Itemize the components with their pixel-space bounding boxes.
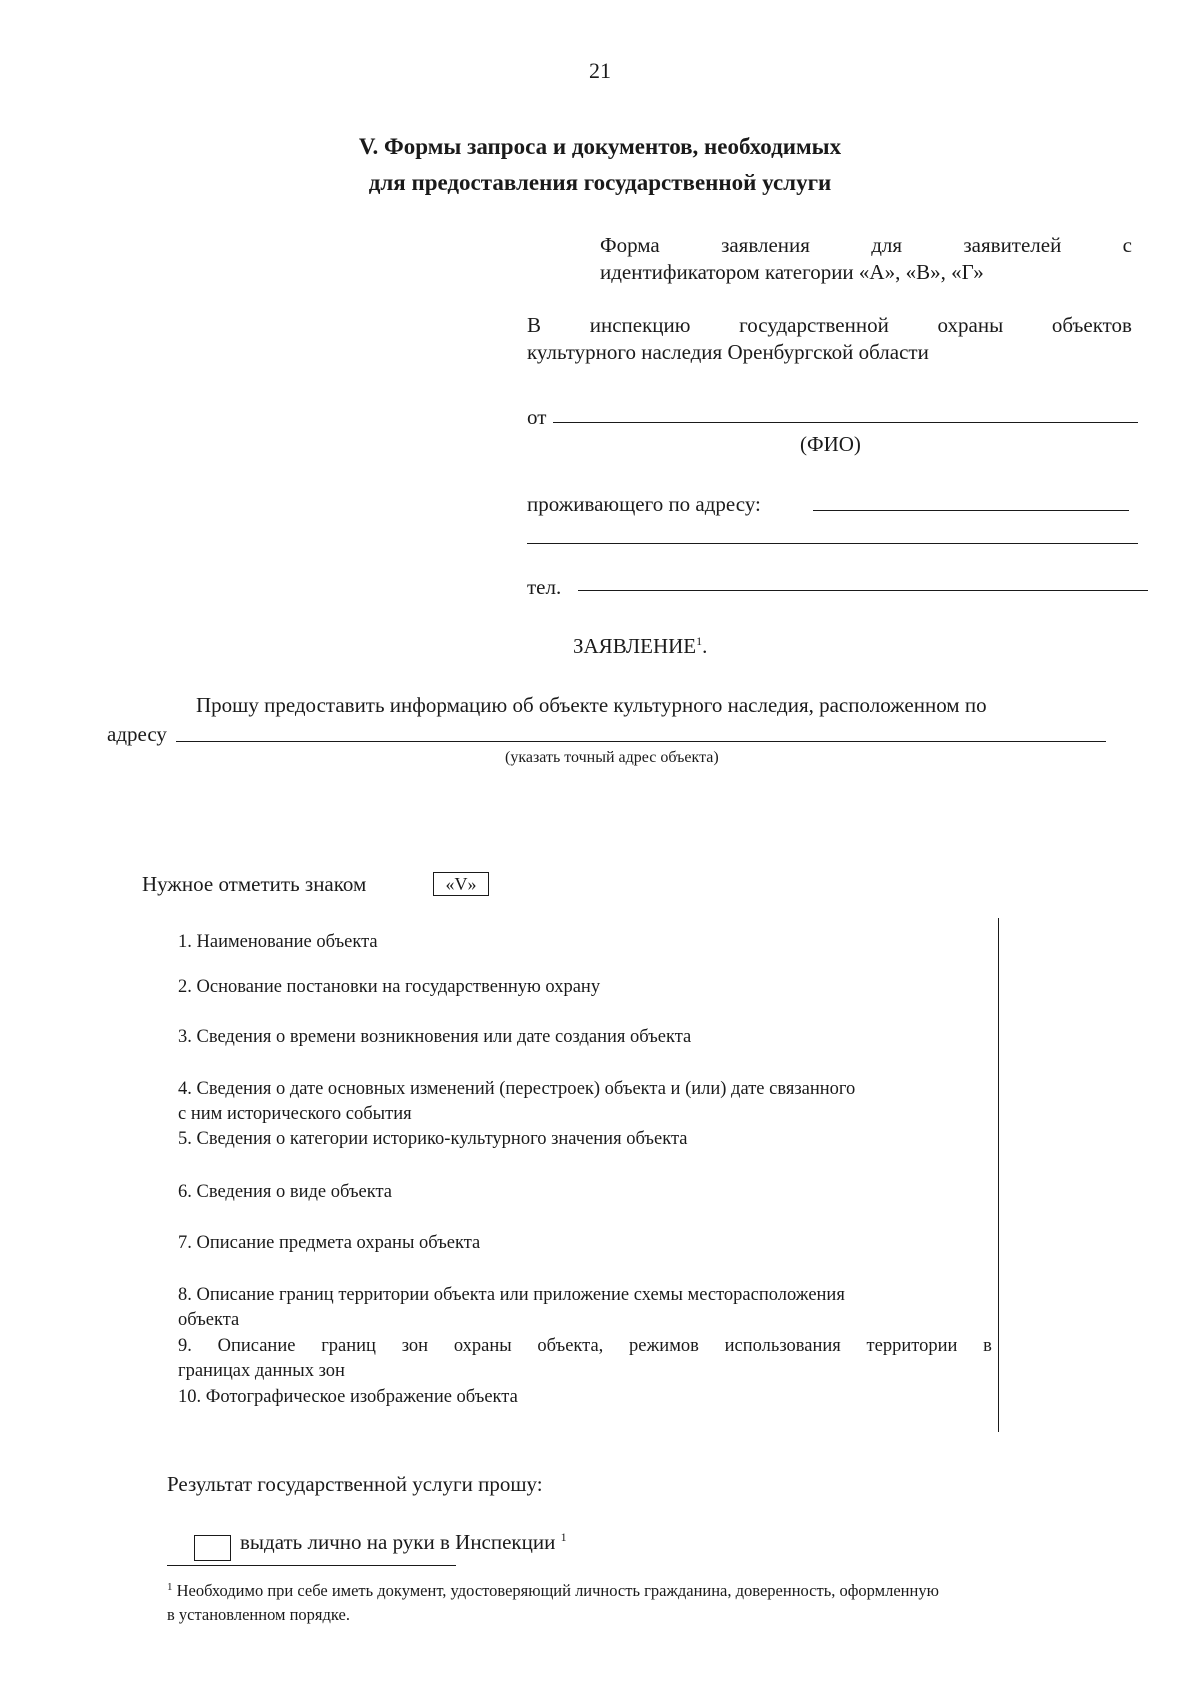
from-label: от [527,405,547,429]
addressee [527,313,1132,366]
list-right-border [998,918,999,1432]
list-item-line: 4. Сведения о дате основных изменений (перестроек) объекта и (или) дате связанного [178,1079,856,1099]
address-field-line-2[interactable] [527,543,1138,544]
list-item-word: режимов [629,1336,699,1356]
list-item-word: границ [321,1336,376,1356]
collect-in-person-label: выдать лично на руки в Инспекции [240,1530,556,1554]
v-mark-sample: «V» [445,874,477,894]
statement-title-text: ЗАЯВЛЕНИЕ [573,634,697,658]
list-item-word: территории [866,1336,958,1356]
collect-in-person-checkbox[interactable] [194,1535,231,1561]
form-caption-word: с [1122,233,1132,257]
object-address-field-line[interactable] [176,741,1106,742]
page-number: 21 [589,58,611,83]
footnote-separator [167,1565,456,1566]
address-label: проживающего по адресу: [527,492,761,516]
list-item[interactable]: 5. Сведения о категории историко-культурного значения объекта [178,1129,688,1149]
form-caption-word: для [871,233,903,257]
v-mark-sample-box [433,872,489,896]
form-caption-word: заявителей [963,233,1062,257]
request-text: Прошу предоставить информацию об объекте культурного наследия, расположенном по [196,693,987,717]
phone-field-line[interactable] [578,590,1148,591]
addressee-line-1 [527,313,1132,338]
footnote-line-2: в установленном порядке. [167,1605,350,1624]
list-item-line: 8. Описание границ территории объекта или приложение схемы месторасположения [178,1285,845,1305]
request-address-label: адресу [107,722,167,746]
section-title-line-1: V. Формы запроса и документов, необходимых [358,134,842,159]
form-caption-word: заявления [721,233,810,257]
object-address-caption: (указать точный адрес объекта) [505,749,719,766]
addressee-word: государственной [739,313,889,337]
list-item-line: с ним исторического события [178,1104,412,1124]
info-items-list [178,930,992,955]
footnote-text-1: Необходимо при себе иметь документ, удостоверяющий личность гражданина, доверенность, оформленную [176,1581,939,1600]
mark-instruction: Нужное отметить знаком [142,872,367,896]
footnote-line-1 [167,1579,939,1603]
list-item[interactable]: 7. Описание предмета охраны объекта [178,1233,481,1253]
list-item-line: границах данных зон [178,1361,345,1381]
list-item-word: охраны [453,1336,512,1356]
list-item[interactable]: 2. Основание постановки на государственную охрану [178,977,601,997]
addressee-word: охраны [937,313,1004,337]
addressee-word: объектов [1051,313,1132,337]
list-item-word: использования [724,1336,841,1356]
phone-label: тел. [527,575,562,599]
list-item[interactable] [178,1283,992,1333]
list-item-word: в [983,1336,992,1356]
form-caption-word: Форма [600,233,660,257]
footnote [167,1579,939,1627]
section-title-line-2: для предоставления государственной услуги [368,170,832,195]
form-caption [600,233,1132,286]
statement-title [573,632,707,660]
statement-title-footnote-ref: 1 [696,634,703,648]
list-item-word: 9. [178,1336,192,1356]
list-item[interactable] [178,1334,992,1384]
list-item[interactable]: 6. Сведения о виде объекта [178,1182,392,1202]
address-field-line-1[interactable] [813,510,1129,511]
option-footnote-ref: 1 [560,1530,567,1544]
list-item-word: Описание [217,1336,296,1356]
form-caption-line-2: идентификатором категории «А», «В», «Г» [600,260,984,284]
fio-field-line[interactable] [553,422,1138,423]
result-label: Результат государственной услуги прошу: [167,1472,543,1496]
addressee-word: инспекцию [589,313,691,337]
list-item[interactable]: 10. Фотографическое изображение объекта [178,1387,518,1407]
addressee-word: В [527,313,542,337]
statement-title-end: . [702,634,708,658]
list-item-line: объекта [178,1310,240,1330]
list-item[interactable]: 1. Наименование объекта [178,932,378,952]
list-item-word: объекта, [537,1336,604,1356]
collect-in-person-option[interactable] [240,1528,567,1556]
list-item[interactable]: 3. Сведения о времени возникновения или дате создания объекта [178,1027,692,1047]
addressee-line-2: культурного наследия Оренбургской области [527,340,929,364]
form-caption-line-1 [600,233,1132,258]
list-item-line [178,1334,992,1359]
list-item[interactable] [178,1077,992,1127]
list-item-word: зон [401,1336,429,1356]
footnote-number: 1 [167,1581,173,1593]
fio-caption: (ФИО) [800,432,861,456]
